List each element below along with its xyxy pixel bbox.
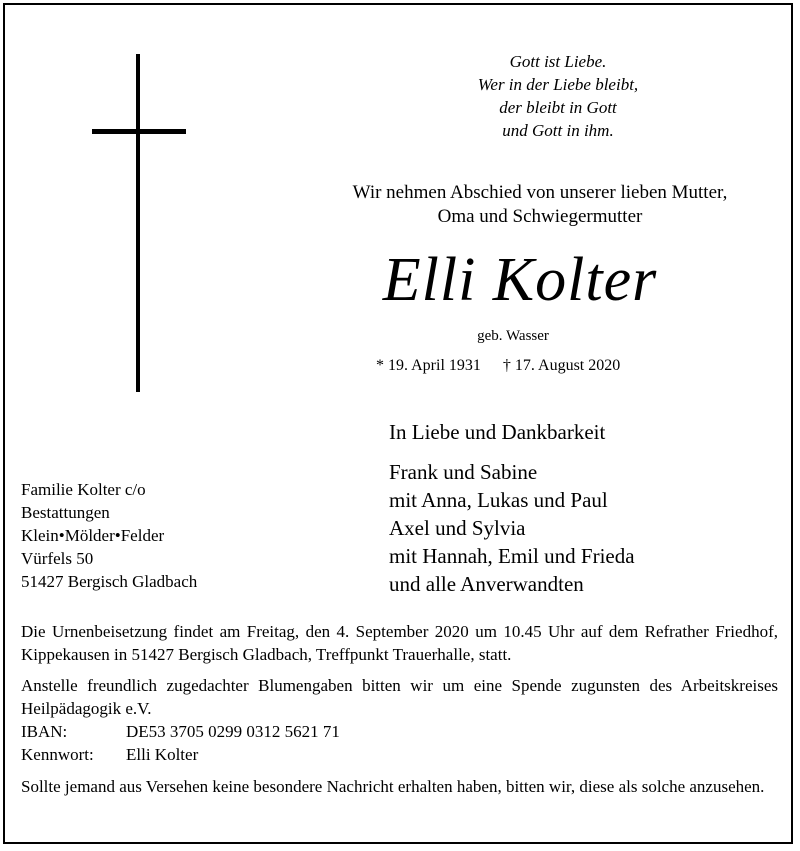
- address-line: Vürfels 50: [21, 549, 94, 568]
- death-date: † 17. August 2020: [502, 357, 621, 374]
- keyword-label: Kennwort:: [21, 745, 94, 764]
- cross-vertical-bar: [136, 54, 140, 392]
- deceased-name: Elli Kolter: [382, 246, 658, 314]
- life-dates: [376, 355, 620, 377]
- family-line: mit Hannah, Emil und Frieda: [389, 544, 635, 568]
- family-line: und alle Anverwandten: [389, 572, 584, 596]
- contact-address: [21, 478, 197, 593]
- address-line: 51427 Bergisch Gladbach: [21, 572, 198, 591]
- family-line: mit Anna, Lukas und Paul: [389, 488, 608, 512]
- address-line: Familie Kolter c/o: [21, 480, 146, 499]
- address-line: Bestattungen: [21, 503, 110, 522]
- family-line: Frank und Sabine: [389, 460, 538, 484]
- keyword-value: Elli Kolter: [126, 745, 199, 764]
- address-line: Klein•Mölder•Felder: [21, 526, 165, 545]
- iban-label: IBAN:: [21, 722, 68, 741]
- verse-line: Wer in der Liebe bleibt,: [477, 75, 639, 94]
- maiden-name: geb. Wasser: [477, 328, 549, 344]
- family-list: [389, 458, 635, 598]
- verse-line: der bleibt in Gott: [499, 98, 617, 117]
- burial-notice: Die Urnenbeisetzung findet am Freitag, den 4. September 2020 um 10.45 Uhr auf dem Refrather Friedhof, Kippekausen in 51427 Bergisch Gladbach, Treffpunkt Trauerhalle, statt.: [21, 622, 778, 664]
- keyword-row: [21, 743, 198, 766]
- family-line: Axel und Sylvia: [389, 516, 526, 540]
- verse-line: und Gott in ihm.: [502, 121, 614, 140]
- closing-notice: Sollte jemand aus Versehen keine besondere Nachricht erhalten haben, bitten wir, diese als solche anzusehen.: [21, 777, 765, 796]
- farewell-intro: [240, 181, 800, 229]
- gratitude-line: In Liebe und Dankbarkeit: [389, 420, 606, 444]
- iban-row: [21, 720, 340, 743]
- intro-line: Wir nehmen Abschied von unserer lieben Mutter,: [352, 182, 728, 203]
- bible-verse: [358, 50, 758, 142]
- iban-value: DE53 3705 0299 0312 5621 71: [126, 722, 340, 741]
- donation-request: Anstelle freundlich zugedachter Blumengaben bitten wir um eine Spende zugunsten des Arbeitskreises Heilpädagogik e.V.: [21, 676, 778, 718]
- cross-horizontal-bar: [92, 129, 186, 134]
- verse-line: Gott ist Liebe.: [509, 52, 607, 71]
- intro-line: Oma und Schwiegermutter: [437, 206, 643, 227]
- birth-date: * 19. April 1931: [376, 357, 481, 374]
